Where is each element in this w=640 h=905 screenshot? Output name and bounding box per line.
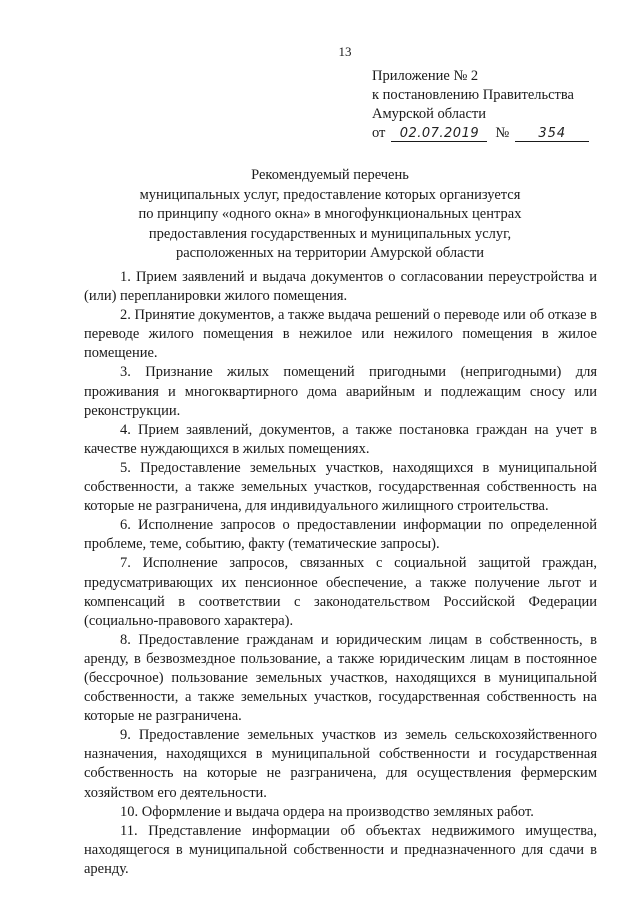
list-item-8: 8. Предоставление гражданам и юридическим лицам в собственность, в аренду, в безвозмездное пользование, а также юридическим лицам в постоянное (бессрочное) пользование земельных участков, находящихся в муниципальной собственности, а также земельных участков, государственная собственность на которые не разграничена. [84,631,597,725]
page-number: 13 [338,44,352,59]
title-line-4: предоставления государственных и муниципальных услуг, [148,225,512,242]
from-label: от [372,125,386,141]
list-item-9: 9. Предоставление земельных участков из земель сельскохозяйственного назначения, находящихся в муниципальной собственности и государственная собственность на которые не разграничена, для осуществления фермерским хозяйством его деятельности. [84,727,597,801]
list-item-5: 5. Предоставление земельных участков, находящихся в муниципальной собственности, а также земельных участков, государственная собственность на которые не разграничена, для индивидуального жилищного строительства. [84,459,597,515]
annex-header [372,67,622,143]
annex-resolution-line: к постановлению Правительства [372,87,574,103]
services-list [84,268,597,879]
list-item-6: 6. Исполнение запросов о предоставлении информации по определенной проблеме, теме, событию, факту (тематические запросы). [84,517,597,553]
annex-region-line: Амурской области [372,106,486,122]
list-item-10: 10. Оформление и выдача ордера на производство земляных работ. [120,803,534,820]
list-item-4: 4. Прием заявлений, документов, а также постановка граждан на учет в качестве нуждающихся в жилых помещениях. [84,421,597,457]
handwritten-number: 354 [515,126,589,142]
title-line-5: расположенных на территории Амурской области [175,245,485,261]
list-item-1: 1. Прием заявлений и выдача документов о согласовании переустройства и (или) перепланировки жилого помещения. [84,269,597,305]
title-line-1: Рекомендуемый перечень [251,167,409,183]
list-item-7: 7. Исполнение запросов, связанных с социальной защитой граждан, предусматривающих их пенсионное обеспечение, а также получение льгот и компенсаций в соответствии с законодательством Российской Федерации (социально-правового характера). [84,555,597,629]
title-line-2: муниципальных услуг, предоставление которых организуется [139,186,521,203]
document-title [80,166,580,264]
list-item-3: 3. Признание жилых помещений пригодными (непригодными) для проживания и многоквартирного дома аварийным и подлежащим сносу или реконструкции. [84,364,597,419]
title-line-3: по принципу «одного окна» в многофункциональных центрах [138,206,522,222]
annex-title: Приложение № 2 [372,68,479,84]
number-label: № [495,125,510,141]
list-item-2: 2. Принятие документов, а также выдача решений о переводе или об отказе в переводе жилого помещения в нежилое или нежилого помещения в жилое помещение. [84,307,597,362]
annex-date-row [372,124,622,143]
list-item-11: 11. Представление информации об объектах недвижимого имущества, находящегося в муниципальной собственности и предназначенного для сдачи в аренду. [84,822,597,877]
handwritten-date: 02.07.2019 [391,126,487,142]
